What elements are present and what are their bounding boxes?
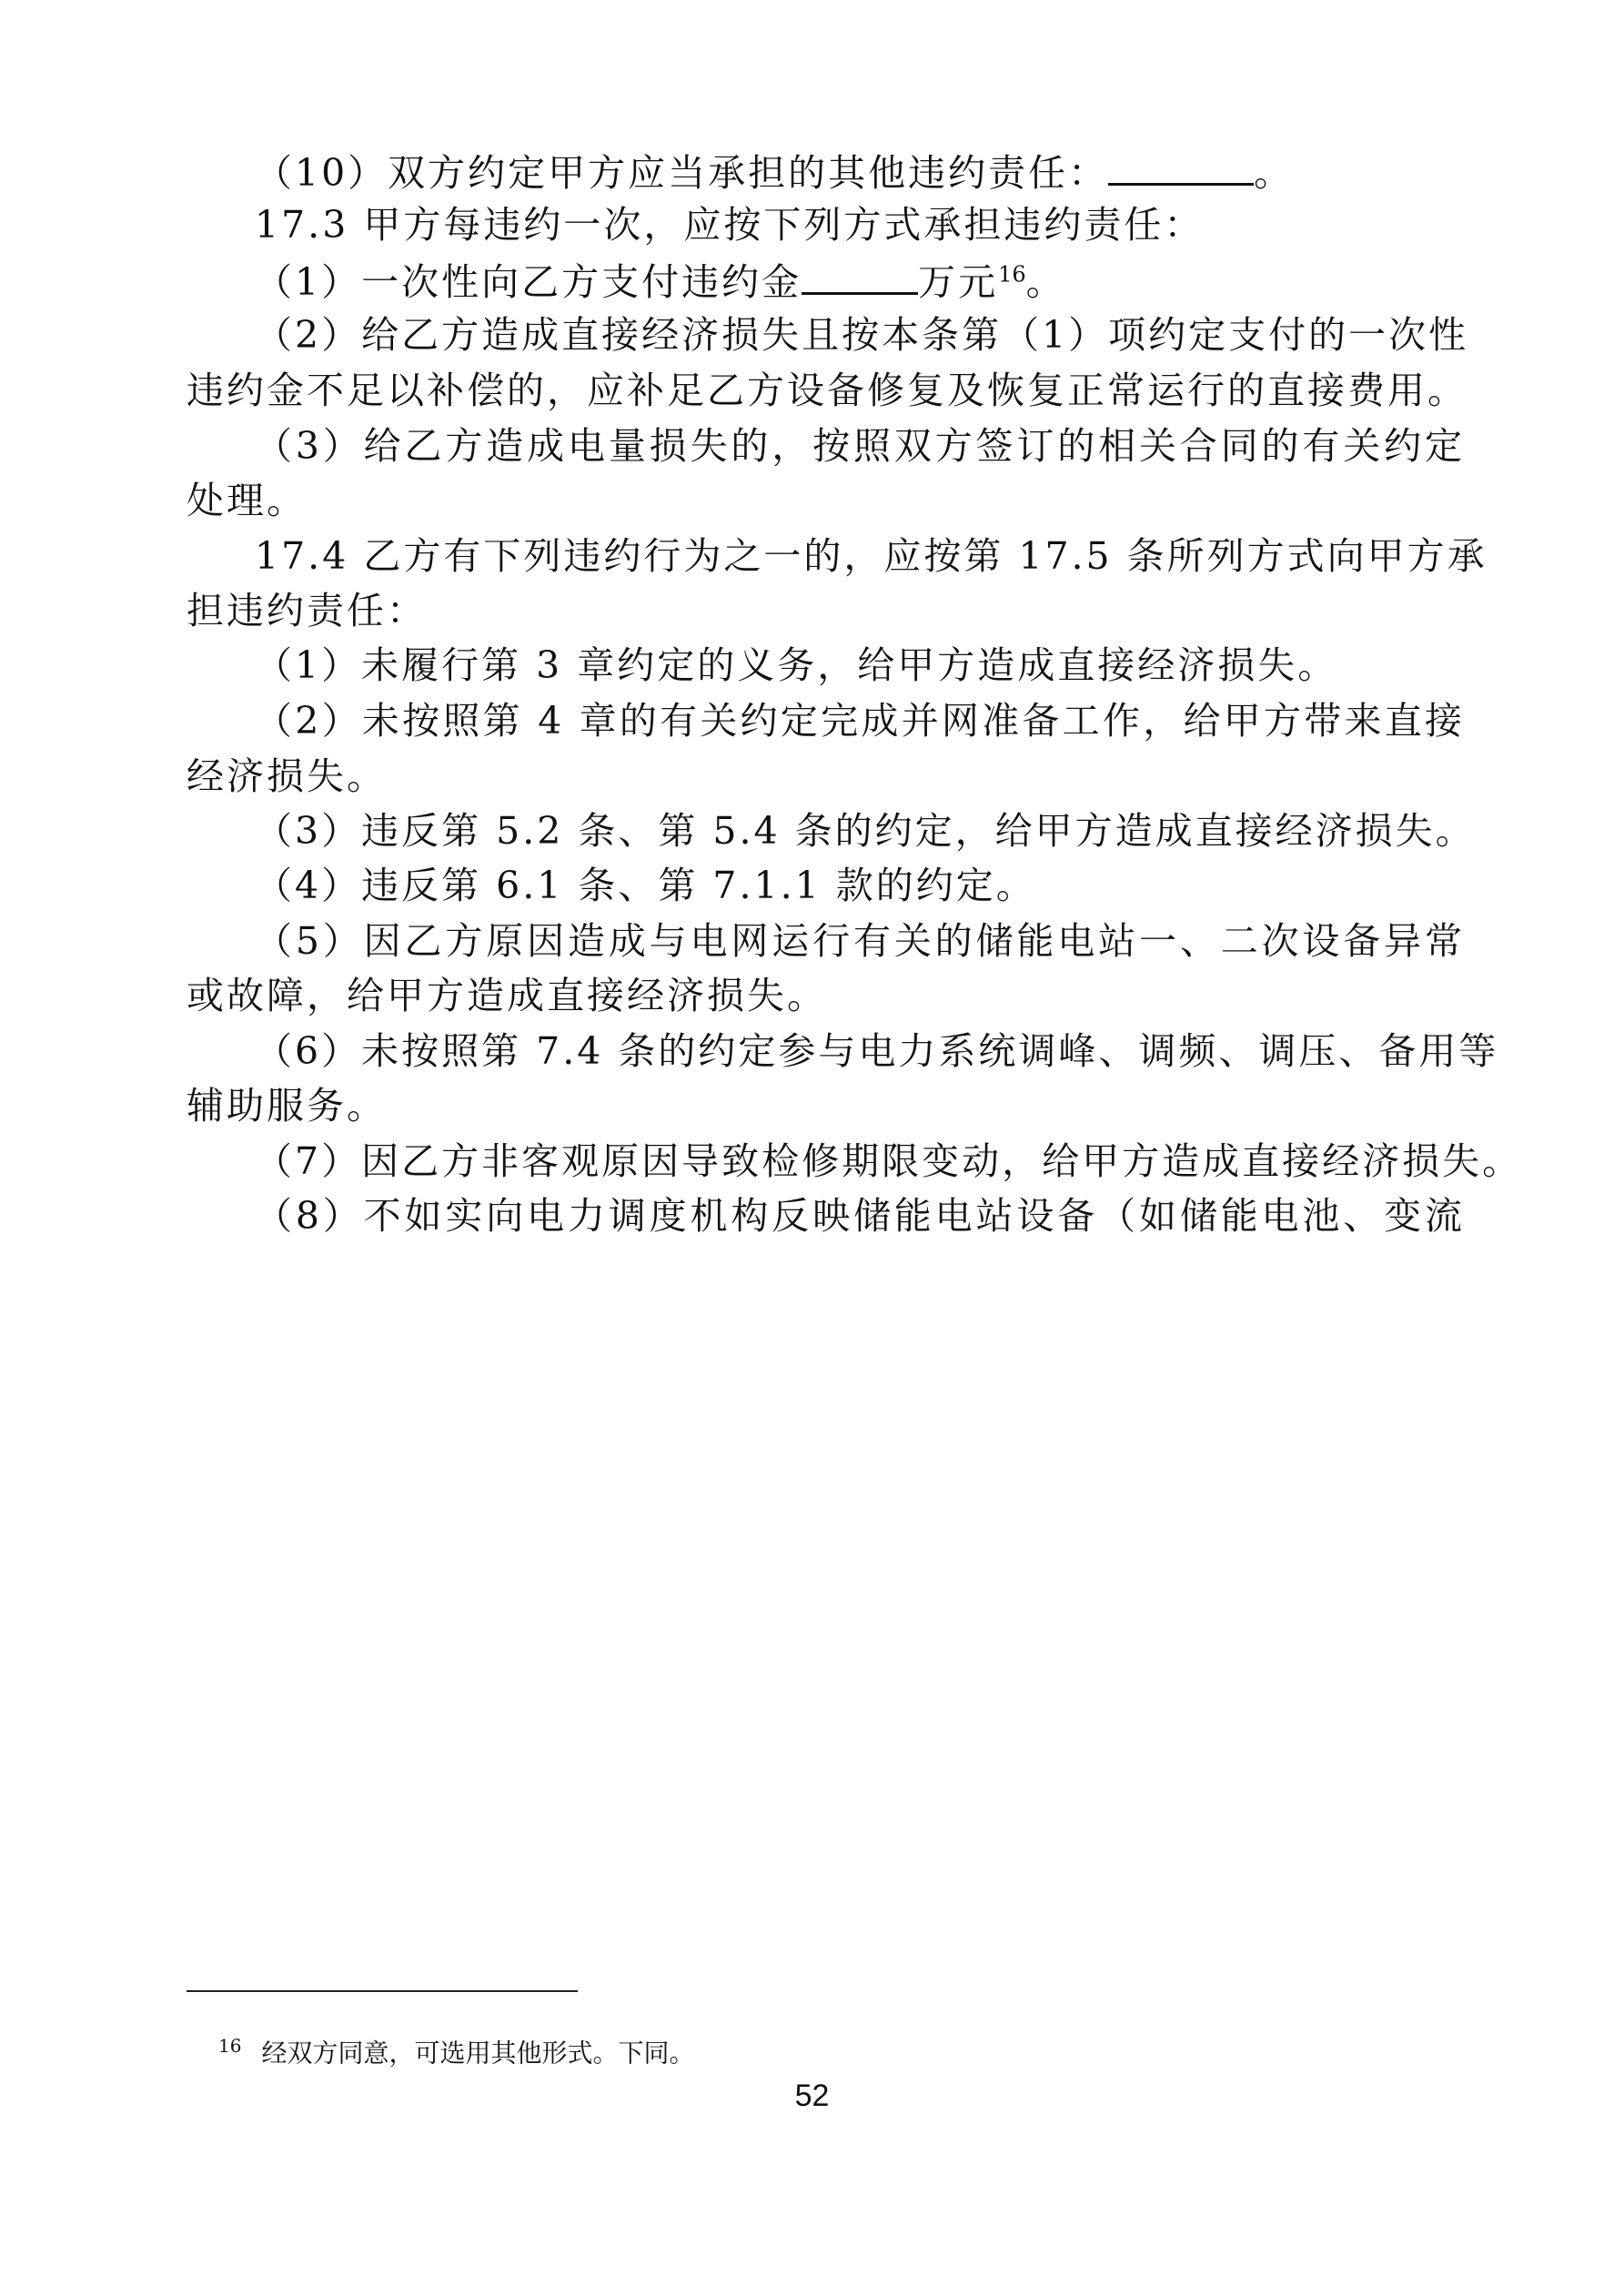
- clause-text: （10）双方约定甲方应当承担的其他违约责任：: [255, 151, 1109, 195]
- clause-17-3-heading: 17.3 甲方每违约一次，应按下列方式承担违约责任：: [255, 203, 1205, 247]
- clause-17-4-item-5-line-2: 或故障，给甲方造成直接经济损失。: [187, 974, 827, 1017]
- footnote-text: 经双方同意，可选用其他形式。下同。: [261, 2038, 695, 2068]
- clause-text: （1）一次性向乙方支付违约金: [255, 260, 802, 304]
- clause-17-4-heading-line-1: 17.4 乙方有下列违约行为之一的，应按第 17.5 条所列方式向甲方承: [255, 534, 1488, 578]
- clause-17-3-item-2-line-2: 违约金不足以补偿的，应补足乙方设备修复及恢复正常运行的直接费用。: [187, 369, 1468, 412]
- fill-in-blank: [802, 256, 918, 295]
- clause-17-4-item-6-line-1: （6）未按照第 7.4 条的约定参与电力系统调峰、调频、调压、备用等: [255, 1029, 1499, 1073]
- footnote: [218, 2029, 694, 2069]
- page-number: 52: [794, 2079, 830, 2113]
- clause-17-4-item-6-line-2: 辅助服务。: [187, 1084, 387, 1128]
- footnote-divider: [187, 1990, 578, 1992]
- clause-17-4-item-4: （4）违反第 6.1 条、第 7.1.1 款的约定。: [255, 864, 1036, 907]
- clause-17-4-item-8-line-1: （8）不如实向电力调度机构反映储能电站设备（如储能电池、变流: [255, 1194, 1465, 1238]
- clause-17-3-item-1: [255, 256, 1066, 306]
- clause-17-3-item-2-line-1: （2）给乙方造成直接经济损失且按本条第（1）项约定支付的一次性: [255, 313, 1469, 357]
- clause-17-4-item-3: （3）违反第 5.2 条、第 5.4 条的约定，给甲方造成直接经济损失。: [255, 809, 1476, 853]
- fill-in-blank: [1108, 147, 1254, 186]
- clause-17-3-item-3-line-2: 处理。: [187, 479, 307, 522]
- clause-17-4-item-7: （7）因乙方非客观原因导致检修期限变动，给甲方造成直接经济损失。: [255, 1139, 1523, 1183]
- clause-text: 万元: [918, 260, 999, 304]
- clause-text: 。: [1025, 260, 1066, 304]
- clause-17-4-item-5-line-1: （5）因乙方原因造成与电网运行有关的储能电站一、二次设备异常: [255, 919, 1465, 963]
- clause-17-2-item-10: [255, 147, 1294, 197]
- footnote-reference: 16: [998, 261, 1026, 288]
- clause-17-4-item-2-line-2: 经济损失。: [187, 754, 387, 798]
- clause-17-4-item-2-line-1: （2）未按照第 4 章的有关约定完成并网准备工作，给甲方带来直接: [255, 699, 1465, 743]
- clause-17-4-item-1: （1）未履行第 3 章约定的义务，给甲方造成直接经济损失。: [255, 643, 1338, 687]
- clause-17-3-item-3-line-1: （3）给乙方造成电量损失的，按照双方签订的相关合同的有关约定: [255, 424, 1465, 468]
- clause-17-4-heading-line-2: 担违约责任：: [187, 589, 427, 632]
- footnote-mark: 16: [218, 2035, 242, 2057]
- clause-text: 。: [1254, 151, 1295, 195]
